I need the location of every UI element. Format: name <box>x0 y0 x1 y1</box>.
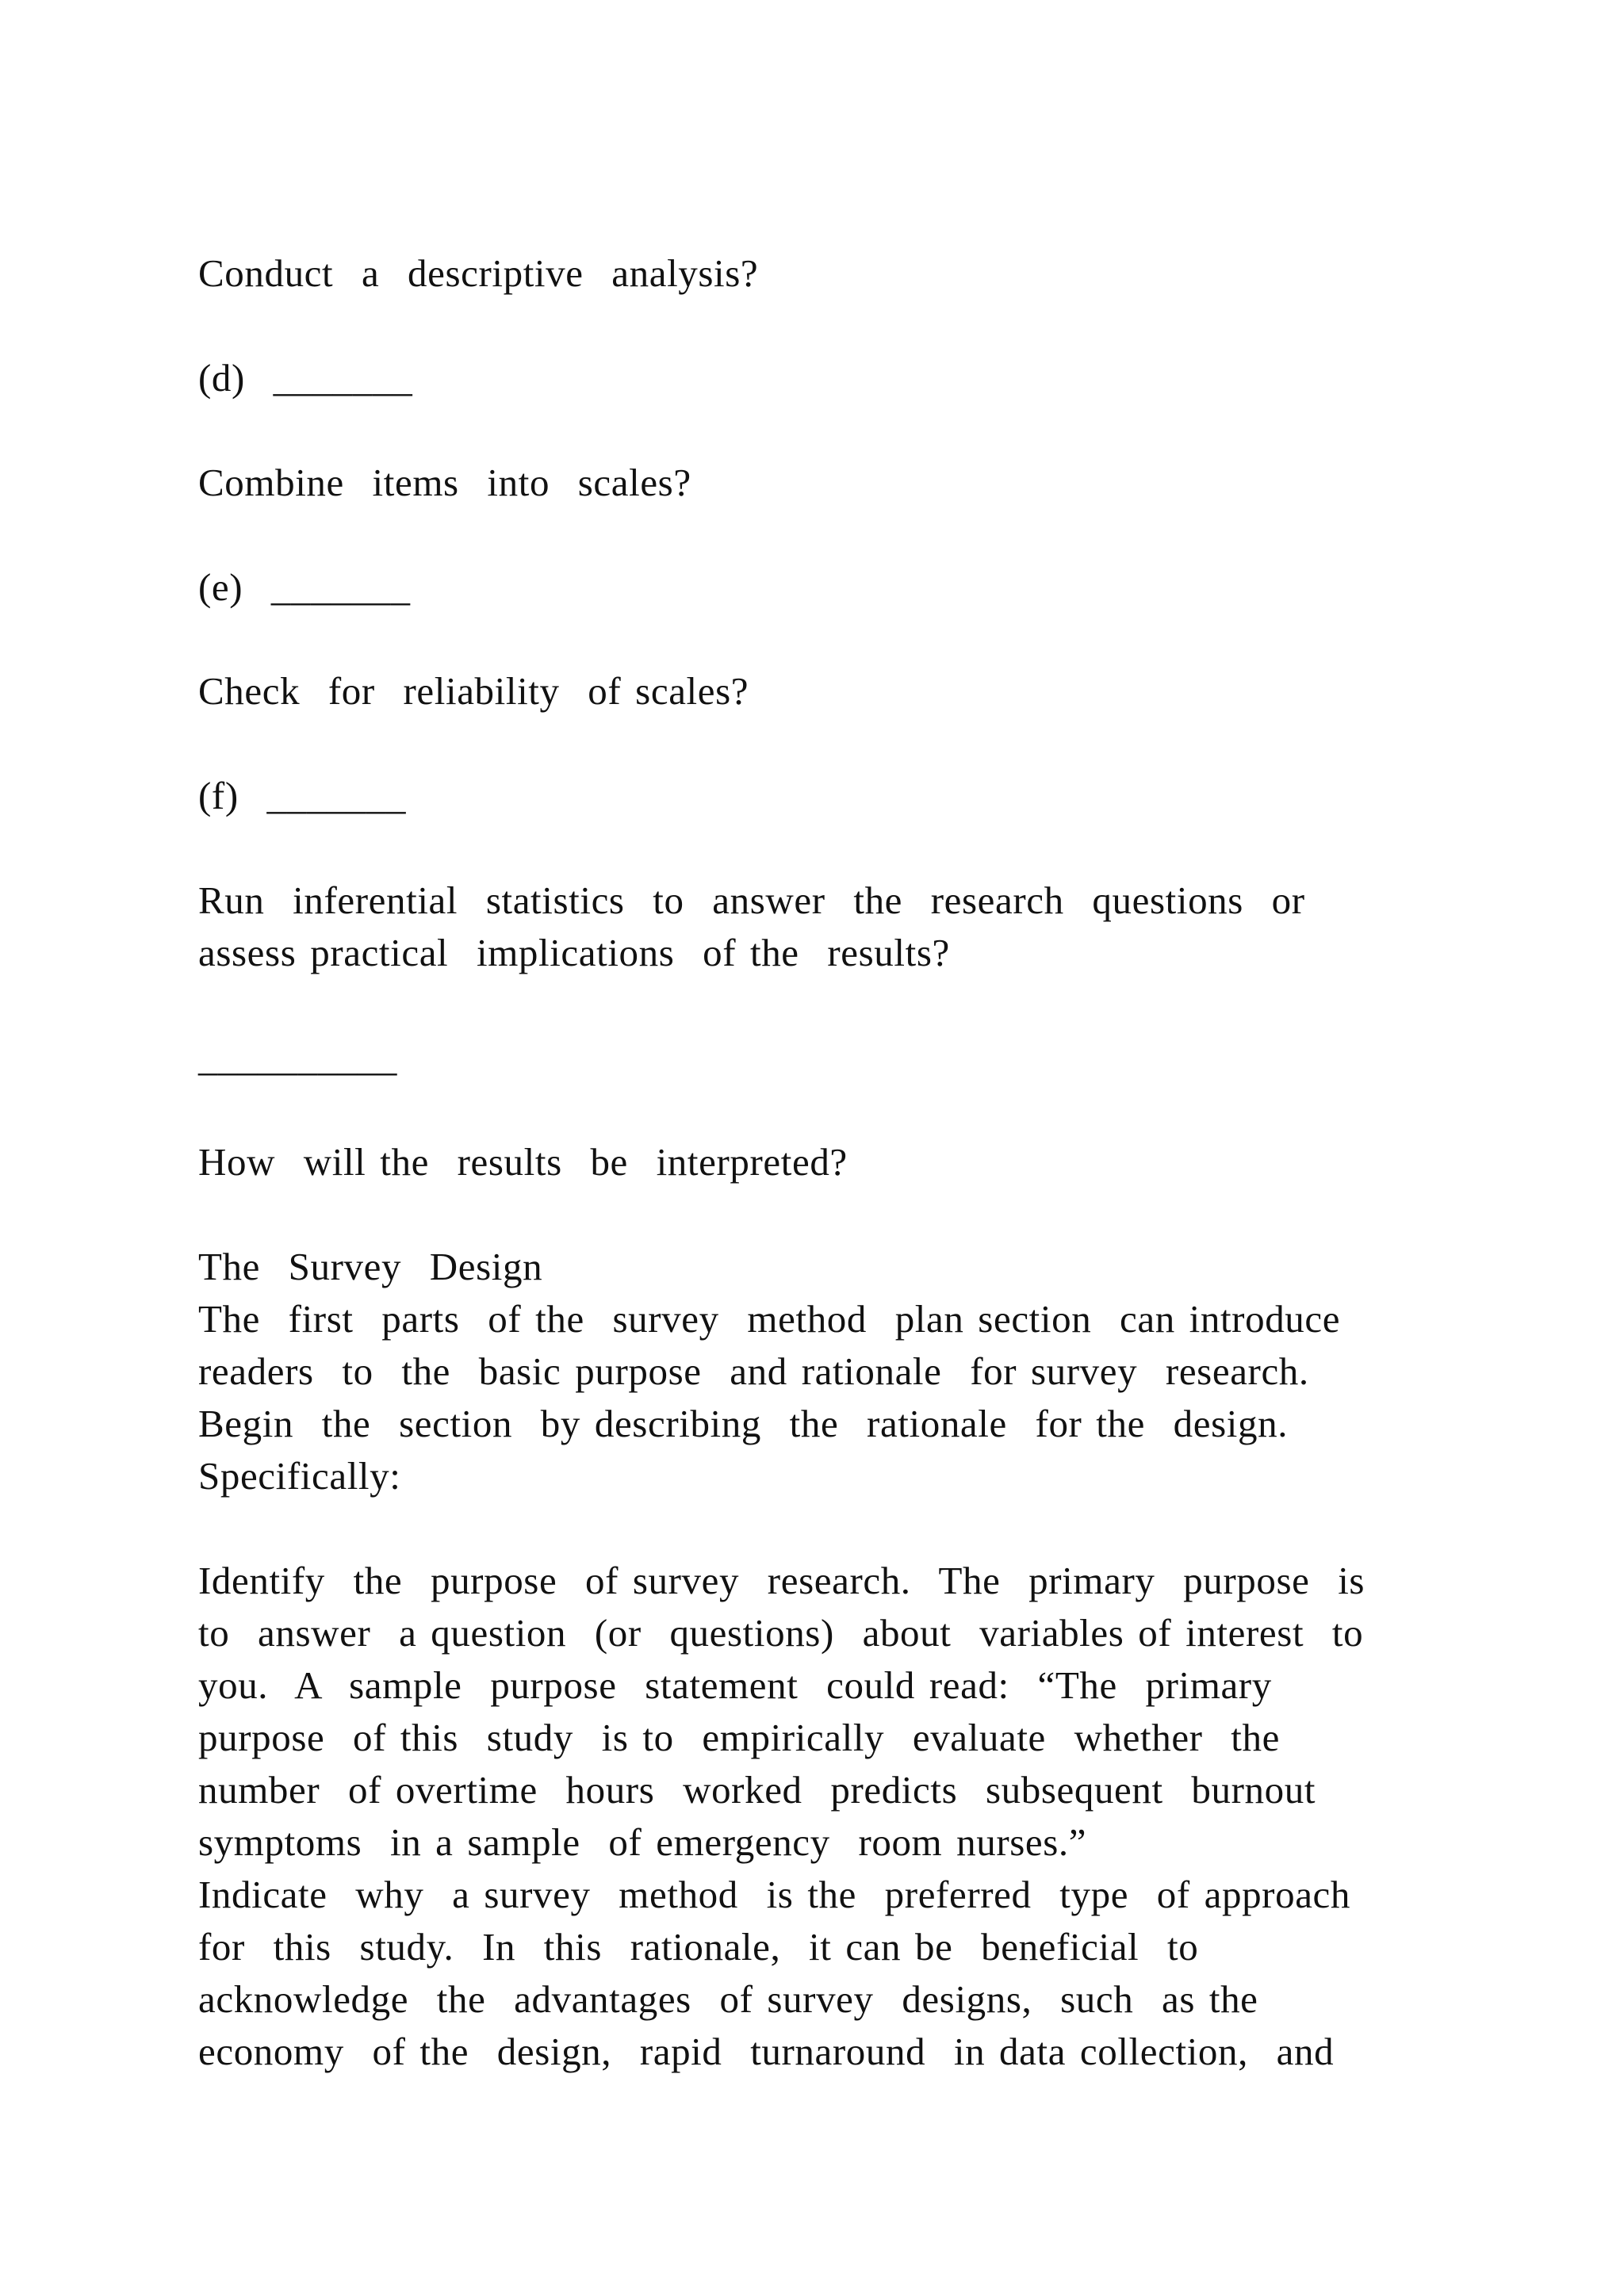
text-line: symptoms in a sample of emergency room nurses.” <box>198 1820 1087 1864</box>
text-line: for this study. In this rationale, it can be beneficial to <box>198 1925 1199 1969</box>
text-line: (e) _______ <box>198 565 411 609</box>
text-line: to answer a question (or questions) about variables of interest to <box>198 1611 1364 1655</box>
text-line: Specifically: <box>198 1454 401 1498</box>
text-line: Conduct a descriptive analysis? <box>198 251 759 295</box>
text-line: Identify the purpose of survey research. The primary purpose is <box>198 1559 1365 1602</box>
text-line: Check for reliability of scales? <box>198 669 749 713</box>
text-line: The first parts of the survey method plan section can introduce <box>198 1297 1341 1341</box>
text-line: number of overtime hours worked predicts subsequent burnout <box>198 1768 1316 1812</box>
text-line: (f) _______ <box>198 774 407 817</box>
text-line: you. A sample purpose statement could read: “The primary <box>198 1663 1272 1707</box>
section-heading: The Survey Design <box>198 1245 543 1288</box>
text-line: Indicate why a survey method is the preferred type of approach <box>198 1873 1350 1916</box>
text-line: (d) _______ <box>198 356 413 400</box>
separator-line: __________ <box>198 1035 397 1079</box>
text-line: assess practical implications of the results? <box>198 931 950 974</box>
text-line: Begin the section by describing the rationale for the design. <box>198 1402 1289 1445</box>
text-line: purpose of this study is to empirically evaluate whether the <box>198 1716 1280 1759</box>
text-line: How will the results be interpreted? <box>198 1140 848 1184</box>
text-line: readers to the basic purpose and rationale for survey research. <box>198 1349 1309 1393</box>
text-line: acknowledge the advantages of survey designs, such as the <box>198 1977 1258 2021</box>
text-line: Run inferential statistics to answer the research questions or <box>198 878 1305 922</box>
text-line: Combine items into scales? <box>198 461 691 504</box>
text-line: economy of the design, rapid turnaround in data collection, and <box>198 2030 1335 2073</box>
